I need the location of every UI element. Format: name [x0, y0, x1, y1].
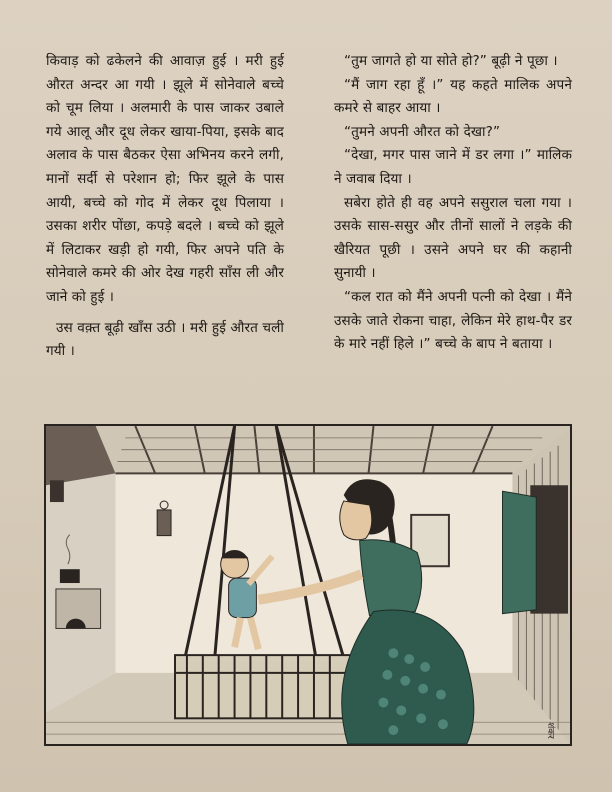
- cradle: [175, 655, 352, 718]
- paragraph: सबेरा होते ही वह अपने ससुराल चला गया । उसके सास-ससुर और तीनों सालों ने लड़के की खैरियत पूछी । उसने अपने घर की कहानी सुनायी ।: [334, 194, 572, 282]
- paragraph: “तुम जागते हो या सोते हो?” बूढ़ी ने पूछा ।: [344, 53, 558, 69]
- paragraph: “तुमने अपनी औरत को देखा?”: [344, 123, 501, 140]
- illustration-drawing: [46, 426, 570, 744]
- paragraph: “कल रात को मैंने अपनी पत्नी को देखा । मैंने उसके जाते रोकना चाहा, लेकिन मेरे हाथ-पैर डर के मारे नहीं हिले ।” बच्चे के बाप ने बताया ।: [334, 288, 572, 353]
- left-wall: [46, 426, 115, 712]
- artist-signature: शंकर: [545, 722, 556, 739]
- paragraph: किवाड़ को ढकेलने की आवाज़ हुई । मरी हुई औरत अन्दर आ गयी । झूले में सोनेवाले बच्चे को चूम लिया । अलमारी के पास जाकर उबाले गये आलू और दूध लेकर खाया-पिया, इसके बाद अलाव के पास बैठकर ऐसा अभिनय करने लगी, मानों सर्दी से परेशान हो; फिर झूले के पास आयी, बच्चे को गोद में लेकर दूध पिलाया । उसका शरीर पोंछा, कपड़े बदले । बच्चे को झूले में लिटाकर खड़ी हो गयी, फिर अपने पति के सोनेवाले कमरे की ओर देख गहरी साँस ली और जाने को हुई ।: [46, 53, 284, 305]
- ceiling: [46, 426, 570, 473]
- paragraph: “देखा, मगर पास जाने में डर लगा ।” मालिक ने जवाब दिया ।: [334, 147, 572, 187]
- left-column: [46, 50, 284, 364]
- story-illustration: [44, 424, 572, 746]
- paragraph: “मैं जाग रहा हूँ ।” यह कहते मालिक अपने कमरे से बाहर आया ।: [334, 76, 572, 117]
- paragraph: उस वक़्त बूढ़ी खाँस उठी । मरी हुई औरत चली गयी ।: [46, 319, 284, 360]
- right-column: [334, 50, 572, 357]
- story-text: [44, 50, 576, 415]
